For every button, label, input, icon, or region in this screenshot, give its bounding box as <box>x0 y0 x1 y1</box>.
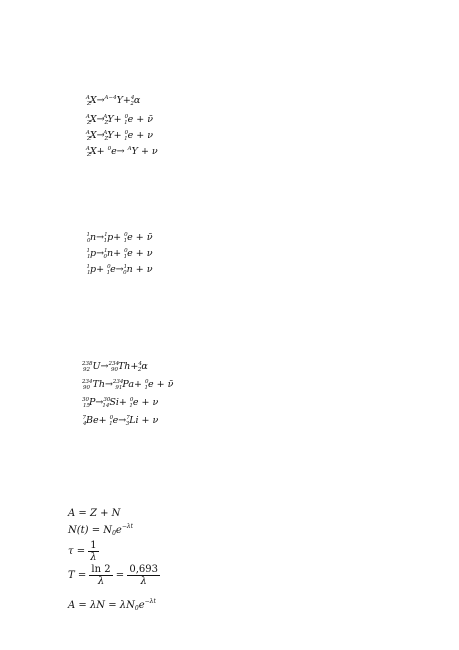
decay-law-formula: $N(t) = N_0e^{-\lambda t}$ <box>68 523 134 537</box>
mass-number-formula: A = Z + N <box>68 508 121 519</box>
proton-capture-equation: $_1^1$p+ $^0_1$e→$^1_0$n + ν <box>86 264 153 276</box>
thorium-decay-equation: $_{90}^{234}$Th→$^{234}_{91}$Pa+ $^0_1$e + ν̄ <box>82 379 174 391</box>
beta-minus-decay-equation: $_Z^AX\to_Z^AY+ ^0_1e$ + ν̄ <box>85 114 154 126</box>
uranium-decay-equation: $_{92}^{238}$U→$^{234}_{90}$Th+$^4_2$α <box>82 361 148 373</box>
half-life-fraction-ln2: $\frac{\ln 2}{\lambda}$ <box>91 564 111 587</box>
proton-decay-equation: $_1^1$p→$^1_0$n+ $^0_1$e + ν <box>86 248 153 260</box>
beta-plus-decay-equation: $_Z^AX\to_Z^AY+ ^0_1e + \nu$ <box>85 130 154 142</box>
beryllium-capture-equation: $_4^7$Be+ $^0_1$e→$^7_3$Li + ν <box>82 415 159 427</box>
alpha-decay-equation: $_Z^A$X→$^{A-4}$Y+$^4_2$α <box>85 95 141 107</box>
activity-formula: $A = \lambda N = \lambda N_0e^{-\lambda t}$ <box>68 598 156 612</box>
half-life-formula: T = $\frac{\ln 2}{\lambda}$ = $\frac{0,693}{\lambda}$ <box>68 564 159 587</box>
phosphorus-decay-equation: $_{15}^{30}$P→$^{30}_{14}$Si+ $^0_1$e + ν <box>82 397 159 409</box>
mean-lifetime-formula: τ = $\frac{1}{\lambda}$ <box>68 540 97 563</box>
electron-capture-equation: $_Z^A$X+ $^0$e→ $^A$Y + ν <box>85 146 158 158</box>
neutron-decay-equation: $_0^1$n→$^1_1$p+ $^0_1$e + ν̄ <box>86 232 153 244</box>
half-life-fraction-numeric: $\frac{0,693}{\lambda}$ <box>129 564 159 587</box>
lifetime-fraction: $\frac{1}{\lambda}$ <box>90 540 97 563</box>
